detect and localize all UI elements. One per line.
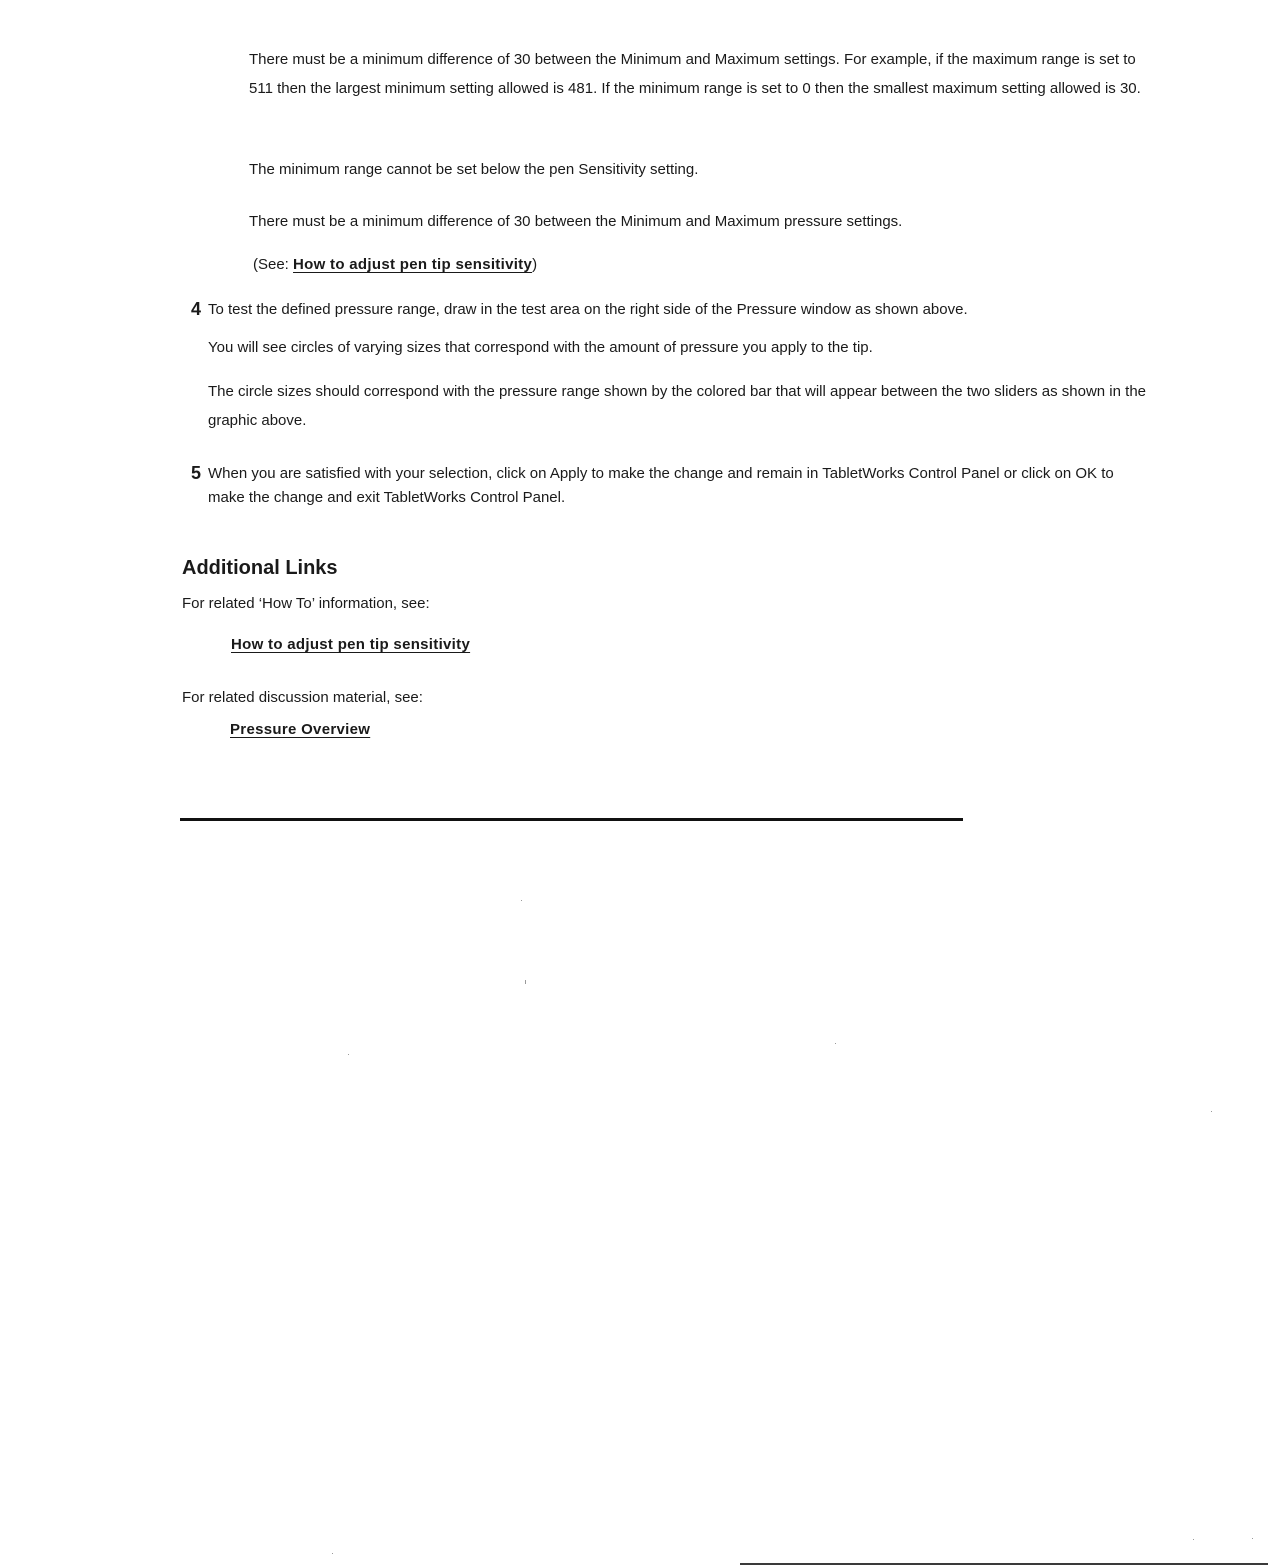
howto-link-line <box>231 630 470 659</box>
pen-tip-sensitivity-link[interactable]: How to adjust pen tip sensitivity <box>231 636 471 653</box>
step-text: To test the defined pressure range, draw in the test area on the right side of the Pressure window as shown above. <box>208 301 968 318</box>
note-min-max-difference: There must be a minimum difference of 30 between the Minimum and Maximum settings. For example, if the maximum range is set to 511 then the largest minimum setting allowed is 481. If the minimum range is set to 0 then the smallest maximum setting allowed is 30. <box>249 51 1141 97</box>
discussion-intro: For related discussion material, see: <box>182 689 423 706</box>
step-detail: The circle sizes should correspond with the pressure range shown by the colored bar that will appear between the two sliders as shown in the graphic above. <box>208 383 1147 429</box>
step-text: When you are satisfied with your selection, click on Apply to make the change and remain in TabletWorks Control Panel or click on OK to make the change and exit TabletWorks Control Panel. <box>208 465 1114 506</box>
pressure-overview-link[interactable]: Pressure Overview <box>230 721 371 738</box>
howto-intro: For related ‘How To’ information, see: <box>182 595 430 612</box>
section-divider <box>180 818 963 821</box>
scan-edge <box>740 1563 1268 1565</box>
scan-speck <box>348 1054 349 1055</box>
scan-speck <box>525 980 526 984</box>
scan-speck <box>521 900 522 901</box>
see-suffix: ) <box>532 256 538 273</box>
additional-links-heading: Additional Links <box>182 557 338 579</box>
scan-speck <box>1252 1538 1253 1539</box>
step-detail: You will see circles of varying sizes that correspond with the amount of pressure you apply to the tip. <box>208 339 873 356</box>
scan-speck <box>1211 1111 1212 1112</box>
see-prefix: (See: <box>253 256 294 273</box>
pen-tip-sensitivity-link[interactable]: How to adjust pen tip sensitivity <box>293 256 533 273</box>
step-number: 4 <box>191 299 202 319</box>
step-number: 5 <box>191 463 202 483</box>
scan-speck <box>1193 1539 1194 1540</box>
scan-speck <box>835 1043 836 1044</box>
scan-speck <box>332 1553 333 1554</box>
see-reference <box>253 250 537 279</box>
discussion-link-line <box>230 715 370 744</box>
note-pressure-difference: There must be a minimum difference of 30 between the Minimum and Maximum pressure settings. <box>249 213 903 230</box>
note-min-range-sensitivity: The minimum range cannot be set below the pen Sensitivity setting. <box>249 161 699 178</box>
